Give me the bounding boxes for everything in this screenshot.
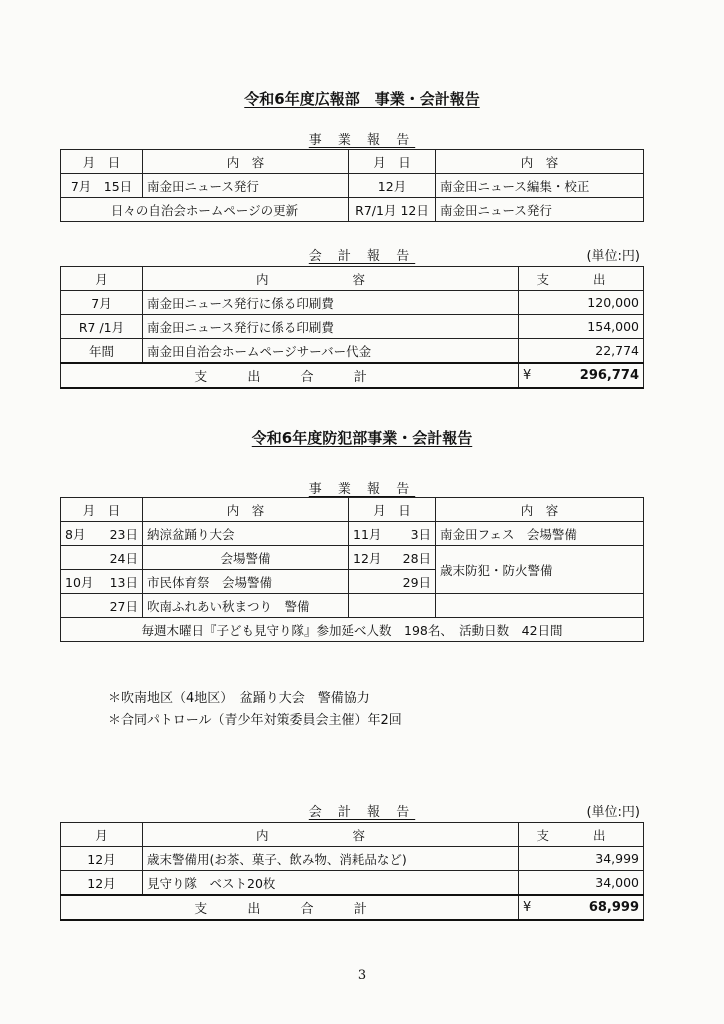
header-date: 月 日 [61,150,143,174]
note-item: ＊合同パトロール（青少年対策委員会主催）年2回 [108,713,402,728]
month: 11月 [349,522,393,546]
month: 8月 [61,522,101,546]
day: 12日 [400,202,429,218]
content: 南金田ニュース発行に係る印刷費 [143,291,519,315]
content: 歳末防犯・防火警備 [436,546,644,594]
table-row [61,847,644,871]
header-month: 月 [61,267,143,291]
bohan-jigyo-title: 事 業 報 告 [308,482,416,497]
yen-sign: ¥ [523,368,532,383]
month: R7 /1月 [61,315,143,339]
summary: 毎週木曜日『子ども見守り隊』参加延べ人数 198名、 活動日数 42日間 [61,618,644,642]
bohan-unit: (単位:円) [586,805,640,820]
table-row [61,522,644,546]
content: 南金田フェス 会場警備 [436,522,644,546]
month: 年間 [61,339,143,364]
month: 7月 [70,178,92,194]
bohan-kaikei-table [60,822,644,921]
content: 南金田ニュース発行 [436,198,644,222]
koho-jigyo-table [60,149,644,222]
amount: 120,000 [519,291,644,315]
month [61,546,101,570]
koho-kaikei-title: 会 計 報 告 [308,249,416,264]
amount: 34,999 [519,847,644,871]
month: 12月 [349,174,436,198]
content: 会場警備 [143,546,349,570]
day: 23日 [101,522,143,546]
month: 7月 [61,291,143,315]
note-item: ＊吹南地区（4地区） 盆踊り大会 警備協力 [108,691,370,706]
bohan-kaikei-title: 会 計 報 告 [308,805,416,820]
content: 見守り隊 ベスト20枚 [143,871,519,896]
header-content: 内 容 [436,498,644,522]
header-content: 内 容 [436,150,644,174]
table-row [61,339,644,364]
header-date: 月 日 [349,150,436,174]
content: 南金田ニュース発行に係る印刷費 [143,315,519,339]
bohan-title: 令和6年度防犯部事業・会計報告 [251,429,473,447]
header-month: 月 [61,823,143,847]
bohan-notes [108,688,402,732]
table-row [61,198,644,222]
total-row [61,895,644,920]
table-row [61,546,644,570]
header-content: 内 容 [143,150,349,174]
yen-sign: ¥ [523,900,532,915]
header-content: 内 容 [143,823,519,847]
day: 15日 [103,178,133,194]
table-row [61,618,644,642]
day: 28日 [393,546,436,570]
koho-unit: (単位:円) [586,249,640,264]
total-amount: 68,999 [588,900,639,915]
header-content: 内 容 [143,498,349,522]
koho-kaikei-table [60,266,644,389]
total-label: 支 出 合 計 [61,363,519,388]
month: 10月 [61,570,101,594]
koho-jigyo-title: 事 業 報 告 [308,133,416,148]
month: 12月 [61,847,143,871]
content: 南金田ニュース編集・校正 [436,174,644,198]
month: R7/1月 [355,202,397,218]
month: 12月 [61,871,143,896]
bohan-jigyo-table [60,497,644,642]
header-content: 内 容 [143,267,519,291]
table-row [61,871,644,896]
header-date: 月 日 [349,498,436,522]
content: 南金田自治会ホームページサーバー代金 [143,339,519,364]
header-amount: 支 出 [519,267,644,291]
total-label: 支 出 合 計 [61,895,519,920]
month: 12月 [349,546,393,570]
content: 南金田ニュース発行 [143,174,349,198]
day: 27日 [101,594,143,618]
day: 24日 [101,546,143,570]
table-row [61,174,644,198]
content: 吹南ふれあい秋まつり 警備 [143,594,349,618]
month [61,594,101,618]
day: 29日 [393,570,436,594]
amount: 154,000 [519,315,644,339]
day: 3日 [393,522,436,546]
table-row [61,315,644,339]
month [349,570,393,594]
amount: 34,000 [519,871,644,896]
content: 納涼盆踊り大会 [143,522,349,546]
content: 歳末警備用(お茶、菓子、飲み物、消耗品など) [143,847,519,871]
header-date: 月 日 [61,498,143,522]
amount: 22,774 [519,339,644,364]
koho-title: 令和6年度広報部 事業・会計報告 [244,90,480,108]
day: 13日 [101,570,143,594]
table-row [61,594,644,618]
total-amount: 296,774 [579,368,639,383]
content: 日々の自治会ホームページの更新 [61,198,349,222]
table-row [61,291,644,315]
page-number: 3 [357,968,367,983]
content: 市民体育祭 会場警備 [143,570,349,594]
header-amount: 支 出 [519,823,644,847]
total-row [61,363,644,388]
